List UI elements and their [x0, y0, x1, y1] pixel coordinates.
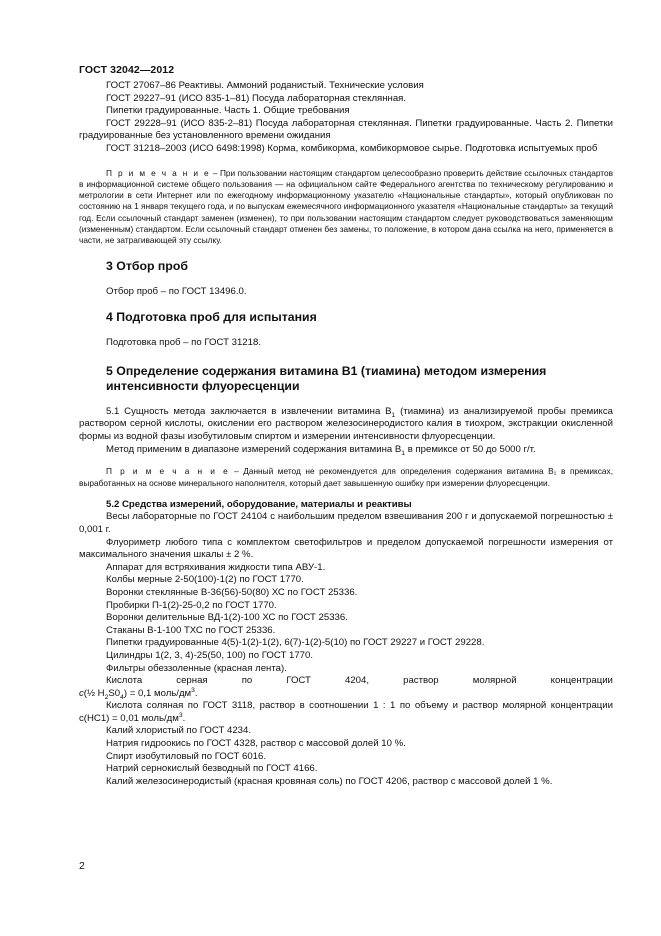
subscript: 1: [391, 411, 396, 419]
reagent-item: Натрий сернокислый безводный по ГОСТ 4166.: [106, 763, 318, 775]
equipment-item: Воронки стеклянные В-36(56)-50(80) ХС по ГОСТ 25336.: [106, 586, 358, 598]
subscript: 1: [401, 449, 406, 457]
text-run: c: [79, 687, 84, 699]
section-heading: [79, 364, 613, 394]
subsection-heading: 5.2 Средства измерений, оборудование, материалы и реактивы: [106, 498, 412, 510]
reference-item: Пипетки градуированные. Часть 1. Общие требования: [106, 105, 350, 117]
equipment-item: Цилиндры 1(2, 3, 4)-25(50, 100) по ГОСТ 1770.: [106, 649, 313, 661]
text-run: 5.1 Сущность метода заключается в извлечении витамина В: [106, 405, 392, 417]
equipment-item: Пробирки П-1(2)-25-0,2 по ГОСТ 1770.: [106, 599, 277, 611]
note-block: [79, 168, 613, 247]
note-label: П р и м е ч а н и е: [106, 466, 230, 477]
equipment-item: Воронки делительные ВД-1(2)-100 ХС по ГОСТ 25336.: [106, 612, 348, 624]
word: по: [241, 675, 253, 687]
page-content: [79, 80, 613, 788]
running-header: ГОСТ 32042—2012: [79, 64, 175, 76]
text-run: ) = 0,1 моль/дм: [123, 687, 192, 699]
note-block: [79, 466, 613, 489]
superscript: 3: [191, 686, 195, 694]
section-text: Подготовка проб – по ГОСТ 31218.: [106, 337, 261, 349]
equipment-item: Флуориметр любого типа с комплектом светофильтров и пределом допускаемой погрешности измерения от максимального значения шкалы ± 2 %.: [79, 536, 613, 561]
text-run: .: [182, 712, 186, 724]
reagent-item: Калий хлористый по ГОСТ 4234.: [106, 725, 252, 737]
equipment-item: Аппарат для встряхивания жидкости типа АВУ-1.: [106, 561, 326, 573]
word: 4204,: [345, 675, 370, 687]
subscript: 2: [104, 693, 109, 701]
subscript: 4: [120, 693, 124, 701]
word: ГОСТ: [286, 675, 311, 687]
word: раствор: [403, 675, 439, 687]
reference-item: ГОСТ 31218–2003 (ИСО 6498:1998) Корма, комбикорма, комбикормовое сырье. Подготовка испытуемых проб: [106, 142, 598, 154]
word: молярной: [472, 675, 517, 687]
text-run: S0: [108, 687, 121, 699]
equipment-item: Пипетки градуированные 4(5)-1(2)-1(2), 6(7)-1(2)-5(10) по ГОСТ 29227 и ГОСТ 29228.: [106, 637, 485, 649]
equipment-item: Весы лабораторные по ГОСТ 24104 с наибольшим пределом взвешивания 200 г и допускаемой погрешностью ± 0,001 г.: [79, 511, 613, 535]
equipment-item: Фильтры обеззоленные (красная лента).: [106, 662, 287, 674]
text-run: в премиксе от 50 до 5000 г/т.: [405, 443, 536, 455]
text-run: (тиамина) из анализируемой пробы премикса раствором серной кислоты, окислении его раствором железосинеродистого калия в тиохром, экстракции окисленной формы из водной фазы изобутиловым спиртом и измерении интенсивности флуоресценции.: [79, 405, 613, 443]
paragraph-5-1: [79, 406, 613, 444]
note-label: П р и м е ч а н и е: [106, 167, 211, 178]
section-heading: 4 Подготовка проб для испытания: [106, 310, 317, 325]
equipment-item: Стаканы В-1-100 ТХС по ГОСТ 25336.: [106, 624, 276, 636]
reagent-item: Натрия гидроокись по ГОСТ 4328, раствор с массовой долей 10 %.: [106, 738, 406, 750]
note-text: – При пользовании настоящим стандартом целесообразно проверить действие ссылочных стандартов в информационной системе общего пользования — на официальном сайте Федерального агентства по техническому регулированию и метрологии в сети Интернет или по ежегодному информационному указателю «Национальные стандарты», который опубликован по состоянию на 1 января текущего года, и по выпускам ежемесячного информационного указателя «Национальные стандарты» за текущий год. Если ссылочный стандарт заменен (изменен), то при пользовании настоящим стандартом следует руководствоваться заменяющим (измененным) стандартом. Если ссылочный стандарт отменен без замены, то положение, в котором дана ссылка на него, применяется в части, не затрагивающей эту ссылку.: [79, 167, 613, 246]
heading-line: 5 Определение содержания витамина В1 (тиамина) методом измерения: [106, 363, 547, 378]
acid-line: [79, 675, 613, 688]
reference-item: ГОСТ 29227–91 (ИСО 835-1–81) Посуда лабораторная стеклянная.: [106, 92, 407, 104]
range-paragraph: [79, 444, 613, 457]
equipment-item: Колбы мерные 2-50(100)-1(2) по ГОСТ 1770.: [106, 574, 304, 586]
reagent-item: Калий железосинеродистый (красная кровяная соль) по ГОСТ 4206, раствор с массовой долей 1 %.: [106, 775, 553, 787]
text-run: Метод применим в диапазоне измерений содержания витамина В: [106, 443, 402, 455]
heading-line: интенсивности флуоресценции: [106, 378, 300, 393]
word: серная: [176, 675, 208, 687]
note-text: – Данный метод не рекомендуется для определения содержания витамина В₁ в премиксах, выработанных на основе минерального наполнителя, который дает завышенную ошибку при измерении флуоресценции.: [79, 466, 613, 488]
hcl-item: [79, 700, 613, 725]
word: Кислота: [106, 675, 143, 687]
section-heading: 3 Отбор проб: [106, 258, 188, 273]
acid-concentration: [79, 688, 613, 701]
reference-item: ГОСТ 29228–91 (ИСО 835-2–81) Посуда лабораторная стеклянная. Пипетки градуированные. Часть 2. Пипетки градуированные без установленного времени ожидания: [79, 117, 613, 142]
word: концентрации: [550, 675, 613, 687]
text-run: (½ H: [83, 687, 105, 699]
section-text: Отбор проб – по ГОСТ 13496.0.: [106, 285, 247, 297]
superscript: 3: [178, 711, 183, 719]
text-run: Кислота соляная по ГОСТ 3118, раствор в соотношении 1 : 1 по объему и раствор молярной концентрации c(НС1) = 0,01 моль/дм: [79, 700, 613, 724]
reagent-item: Спирт изобутиловый по ГОСТ 6016.: [106, 750, 267, 762]
page-number: 2: [79, 860, 85, 872]
text-run: .: [194, 687, 198, 699]
reference-item: ГОСТ 27067–86 Реактивы. Аммоний роданистый. Технические условия: [106, 80, 424, 91]
